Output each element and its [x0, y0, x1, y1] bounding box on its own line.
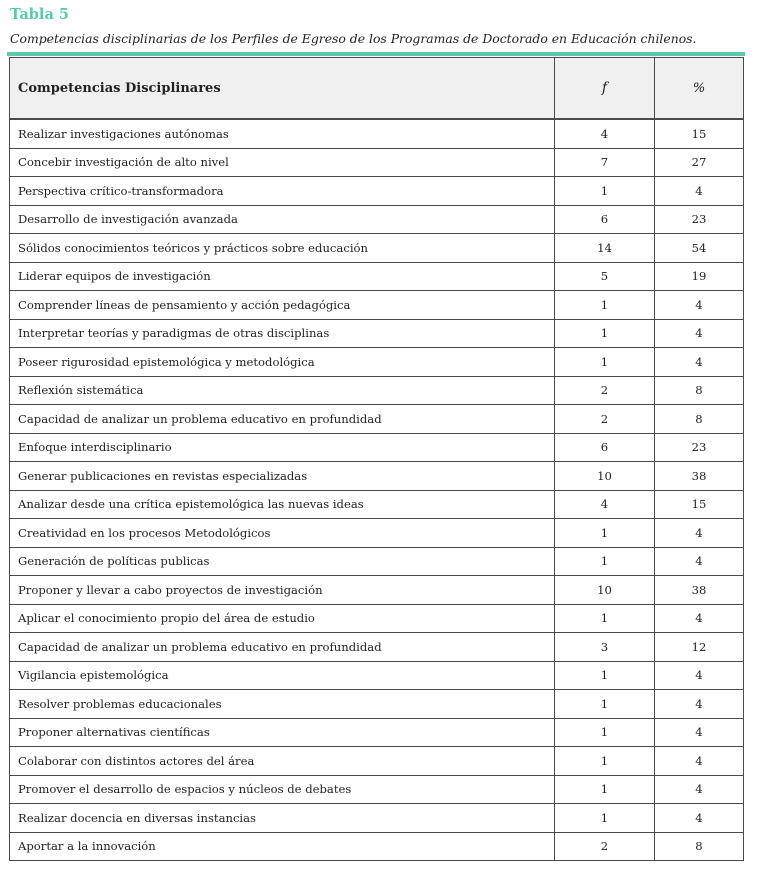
- table-row: [10, 718, 744, 747]
- table-row: [10, 462, 744, 491]
- table-row: [10, 262, 744, 291]
- percent-cell: 4: [655, 604, 744, 633]
- competency-cell: Perspectiva crítico-transformadora: [10, 177, 555, 206]
- percent-cell: 4: [655, 690, 744, 719]
- frequency-cell: 1: [555, 690, 655, 719]
- table-row: [10, 547, 744, 576]
- table-row: [10, 405, 744, 434]
- table-row: [10, 690, 744, 719]
- percent-cell: 27: [655, 148, 744, 177]
- percent-cell: 38: [655, 462, 744, 491]
- frequency-cell: 1: [555, 319, 655, 348]
- competency-cell: Desarrollo de investigación avanzada: [10, 205, 555, 234]
- frequency-cell: 5: [555, 262, 655, 291]
- frequency-cell: 2: [555, 832, 655, 861]
- table-row: [10, 804, 744, 833]
- percent-cell: 4: [655, 319, 744, 348]
- frequency-cell: 7: [555, 148, 655, 177]
- frequency-cell: 2: [555, 376, 655, 405]
- percent-cell: 19: [655, 262, 744, 291]
- table-row: [10, 291, 744, 320]
- percent-cell: 4: [655, 775, 744, 804]
- competency-cell: Concebir investigación de alto nivel: [10, 148, 555, 177]
- table-row: [10, 119, 744, 148]
- frequency-cell: 4: [555, 119, 655, 148]
- percent-cell: 8: [655, 832, 744, 861]
- frequency-cell: 1: [555, 661, 655, 690]
- percent-cell: 4: [655, 804, 744, 833]
- competency-cell: Colaborar con distintos actores del área: [10, 747, 555, 776]
- competency-cell: Resolver problemas educacionales: [10, 690, 555, 719]
- frequency-cell: 1: [555, 804, 655, 833]
- competency-cell: Interpretar teorías y paradigmas de otras disciplinas: [10, 319, 555, 348]
- frequency-cell: 1: [555, 348, 655, 377]
- competency-cell: Liderar equipos de investigación: [10, 262, 555, 291]
- table-row: [10, 148, 744, 177]
- table-caption: Competencias disciplinarias de los Perfiles de Egreso de los Programas de Doctorado en Educación chilenos.: [10, 31, 697, 46]
- frequency-cell: 1: [555, 519, 655, 548]
- competency-cell: Aplicar el conocimiento propio del área de estudio: [10, 604, 555, 633]
- competency-cell: Analizar desde una crítica epistemológica las nuevas ideas: [10, 490, 555, 519]
- competency-cell: Vigilancia epistemológica: [10, 661, 555, 690]
- table-row: [10, 490, 744, 519]
- frequency-cell: 2: [555, 405, 655, 434]
- percent-cell: 23: [655, 433, 744, 462]
- competency-cell: Aportar a la innovación: [10, 832, 555, 861]
- table-body: [10, 119, 744, 861]
- competency-cell: Creatividad en los procesos Metodológicos: [10, 519, 555, 548]
- competency-cell: Generar publicaciones en revistas especializadas: [10, 462, 555, 491]
- percent-cell: 4: [655, 661, 744, 690]
- competency-cell: Enfoque interdisciplinario: [10, 433, 555, 462]
- table-row: [10, 661, 744, 690]
- frequency-cell: 6: [555, 433, 655, 462]
- table-row: [10, 234, 744, 263]
- header-percent: %: [655, 58, 744, 120]
- table-row: [10, 633, 744, 662]
- percent-cell: 23: [655, 205, 744, 234]
- frequency-cell: 6: [555, 205, 655, 234]
- percent-cell: 4: [655, 519, 744, 548]
- frequency-cell: 1: [555, 775, 655, 804]
- competency-cell: Promover el desarrollo de espacios y núcleos de debates: [10, 775, 555, 804]
- competencies-table: [9, 57, 744, 861]
- table-row: [10, 319, 744, 348]
- percent-cell: 15: [655, 119, 744, 148]
- percent-cell: 12: [655, 633, 744, 662]
- table-row: [10, 747, 744, 776]
- table-header-row: [10, 58, 744, 120]
- header-frequency: f: [555, 58, 655, 120]
- frequency-cell: 14: [555, 234, 655, 263]
- competency-cell: Generación de políticas publicas: [10, 547, 555, 576]
- table-row: [10, 832, 744, 861]
- percent-cell: 4: [655, 177, 744, 206]
- percent-cell: 15: [655, 490, 744, 519]
- percent-cell: 4: [655, 547, 744, 576]
- table-row: [10, 576, 744, 605]
- competency-cell: Proponer alternativas científicas: [10, 718, 555, 747]
- competency-cell: Capacidad de analizar un problema educativo en profundidad: [10, 405, 555, 434]
- table-row: [10, 348, 744, 377]
- frequency-cell: 10: [555, 462, 655, 491]
- table-label: Tabla 5: [10, 6, 69, 23]
- competency-cell: Comprender líneas de pensamiento y acción pedagógica: [10, 291, 555, 320]
- competency-cell: Realizar investigaciones autónomas: [10, 119, 555, 148]
- table-row: [10, 177, 744, 206]
- competency-cell: Proponer y llevar a cabo proyectos de investigación: [10, 576, 555, 605]
- frequency-cell: 1: [555, 604, 655, 633]
- competency-cell: Reflexión sistemática: [10, 376, 555, 405]
- percent-cell: 8: [655, 376, 744, 405]
- frequency-cell: 1: [555, 291, 655, 320]
- frequency-cell: 3: [555, 633, 655, 662]
- competency-cell: Sólidos conocimientos teóricos y prácticos sobre educación: [10, 234, 555, 263]
- percent-cell: 54: [655, 234, 744, 263]
- frequency-cell: 4: [555, 490, 655, 519]
- percent-cell: 4: [655, 747, 744, 776]
- frequency-cell: 10: [555, 576, 655, 605]
- frequency-cell: 1: [555, 177, 655, 206]
- table-row: [10, 519, 744, 548]
- competency-cell: Realizar docencia en diversas instancias: [10, 804, 555, 833]
- percent-cell: 4: [655, 348, 744, 377]
- table-row: [10, 604, 744, 633]
- table-row: [10, 205, 744, 234]
- frequency-cell: 1: [555, 747, 655, 776]
- percent-cell: 4: [655, 718, 744, 747]
- table-row: [10, 433, 744, 462]
- competency-cell: Poseer rigurosidad epistemológica y metodológica: [10, 348, 555, 377]
- frequency-cell: 1: [555, 547, 655, 576]
- header-competencias: Competencias Disciplinares: [10, 58, 555, 120]
- percent-cell: 38: [655, 576, 744, 605]
- percent-cell: 4: [655, 291, 744, 320]
- competency-cell: Capacidad de analizar un problema educativo en profundidad: [10, 633, 555, 662]
- table-row: [10, 775, 744, 804]
- percent-cell: 8: [655, 405, 744, 434]
- table-row: [10, 376, 744, 405]
- frequency-cell: 1: [555, 718, 655, 747]
- accent-rule: [7, 52, 745, 56]
